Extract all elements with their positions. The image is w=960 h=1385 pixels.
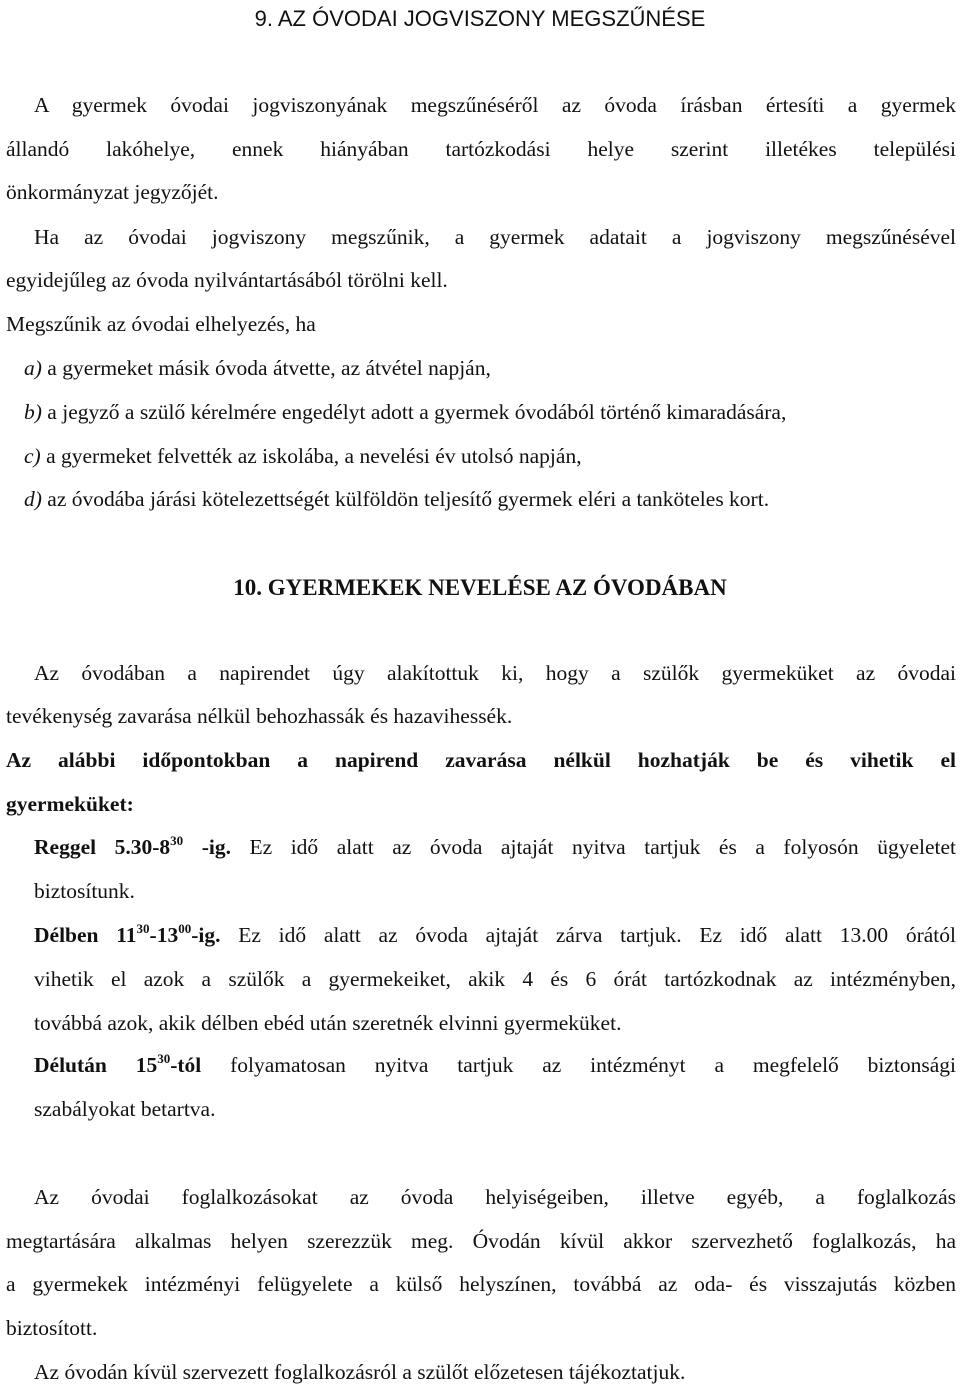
morning-schedule: Reggel $5.30-8^{30}$ -ig. Ez idő alatt az óvoda ajtaját nyitva tartjuk és a folyosón ügyeletet bbox=[34, 833, 956, 859]
noon-schedule: Délben $11^{30}-13^{00}-ig$. Ez idő alatt az óvoda ajtaját zárva tartjuk. Ez idő alatt 13.00 órától bbox=[34, 921, 956, 947]
paragraph-line: Az óvodai foglalkozásokat az óvoda helyiségeiben, illetve egyéb, a foglalkozás bbox=[34, 1185, 956, 1209]
list-item-text: az óvodába járási kötelezettségét külföldön teljesítő gyermek eléri a tanköteles kort. bbox=[41, 487, 770, 511]
paragraph-line: tevékenység zavarása nélkül behozhassák és hazavihessék. bbox=[6, 704, 513, 728]
paragraph-line: önkormányzat jegyzőjét. bbox=[6, 180, 219, 204]
paragraph-line: A gyermek óvodai jogviszonyának megszűnéséről az óvoda írásban értesíti a gyermek bbox=[34, 93, 956, 117]
paragraph-line: a gyermekek intézményi felügyelete a külső helyszínen, továbbá az oda- és visszajutás közben bbox=[6, 1272, 956, 1296]
bold-paragraph-line: gyermeküket: bbox=[6, 792, 134, 816]
paragraph-line: továbbá azok, akik délben ebéd után szeretnék elvinni gyermeküket. bbox=[34, 1011, 622, 1035]
paragraph-line: Az óvodában a napirendet úgy alakítottuk ki, hogy a szülők gyermeküket az óvodai bbox=[34, 661, 956, 685]
list-item-text: a gyermeket másik óvoda átvette, az átvétel napján, bbox=[41, 356, 491, 380]
list-item bbox=[24, 489, 769, 511]
section-9-heading: 9. AZ ÓVODAI JOGVISZONY MEGSZŰNÉSE bbox=[254, 6, 706, 31]
paragraph-line: egyidejűleg az óvoda nyilvántartásából törölni kell. bbox=[6, 268, 448, 292]
list-marker: a) bbox=[24, 356, 42, 380]
paragraph-line: biztosítunk. bbox=[34, 879, 135, 903]
list-item bbox=[24, 446, 582, 468]
paragraph-line: állandó lakóhelye, ennek hiányában tartózkodási helye szerint illetékes települési bbox=[6, 137, 956, 161]
paragraph-line: Ha az óvodai jogviszony megszűnik, a gyermek adatait a jogviszony megszűnésével bbox=[34, 225, 956, 249]
bold-paragraph-line: Az alábbi időpontokban a napirend zavarása nélkül hozhatják be és vihetik el bbox=[6, 748, 956, 772]
afternoon-label: Délután $15^{30}$-tól bbox=[34, 1051, 202, 1077]
list-item bbox=[24, 402, 786, 424]
noon-label: Délben $11^{30}-13^{00}-ig$. bbox=[34, 921, 221, 947]
list-marker: d) bbox=[24, 487, 42, 511]
list-item bbox=[24, 358, 491, 380]
list-marker: c) bbox=[24, 444, 41, 468]
section-10-heading: 10. GYERMEKEK NEVELÉSE AZ ÓVODÁBAN bbox=[233, 575, 727, 600]
paragraph-line: biztosított. bbox=[6, 1316, 98, 1340]
afternoon-schedule: Délután $15^{30}$-tól folyamatosan nyitva tartjuk az intézményt a megfelelő biztonsági bbox=[34, 1051, 957, 1077]
paragraph-line: vihetik el azok a szülők a gyermekeiket, akik 4 és 6 órát tartózkodnak az intézményben, bbox=[34, 967, 956, 991]
list-intro: Megszűnik az óvodai elhelyezés, ha bbox=[6, 312, 316, 336]
paragraph-line: szabályokat betartva. bbox=[34, 1097, 216, 1121]
list-item-text: a jegyző a szülő kérelmére engedélyt adott a gyermek óvodából történő kimaradására, bbox=[41, 400, 787, 424]
paragraph-line: Az óvodán kívül szervezett foglalkozásról a szülőt előzetesen tájékoztatjuk. bbox=[34, 1360, 686, 1384]
paragraph-line: megtartására alkalmas helyen szerezzük meg. Óvodán kívül akkor szervezhető foglalkozás, ha bbox=[6, 1229, 956, 1253]
list-marker: b) bbox=[24, 400, 42, 424]
list-item-text: a gyermeket felvették az iskolába, a nevelési év utolsó napján, bbox=[40, 444, 582, 468]
morning-label: Reggel $5.30-8^{30}$ -ig. bbox=[34, 833, 231, 859]
